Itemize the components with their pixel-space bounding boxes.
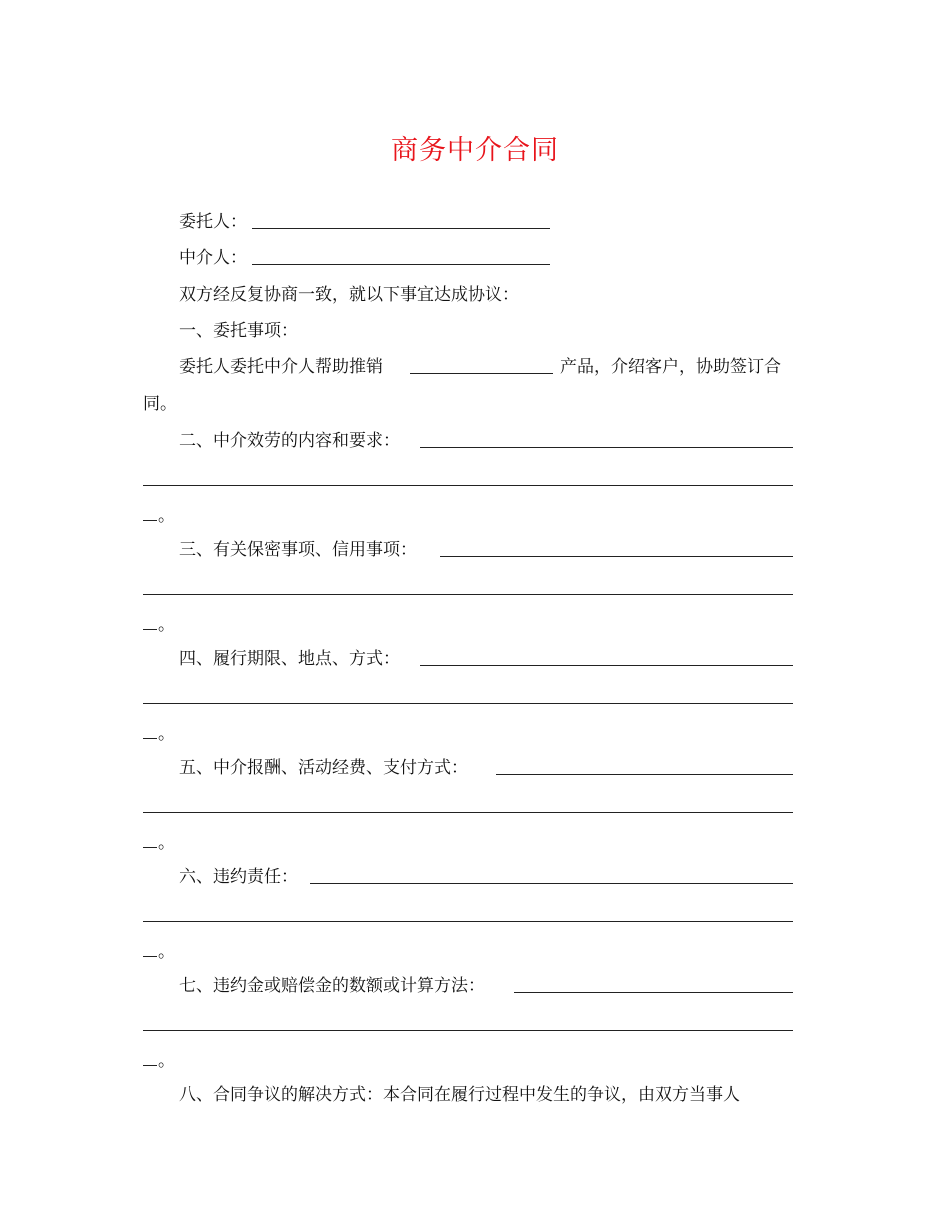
document-title: 商务中介合同 <box>391 135 559 166</box>
tail-period: 。 <box>158 833 175 853</box>
section-1-text-b: 产品，介绍客户，协助签订合 <box>560 357 781 377</box>
section-4-rule <box>143 703 793 704</box>
tail-period: 。 <box>158 724 175 744</box>
section-5-tail <box>143 831 175 855</box>
section-2-heading: 二、中介效劳的内容和要求： <box>179 431 400 451</box>
client-blank <box>252 228 550 229</box>
tail-period: 。 <box>158 942 175 962</box>
product-blank <box>410 373 553 374</box>
section-2-blank <box>420 447 793 448</box>
section-8-text: 八、合同争议的解决方式：本合同在履行过程中发生的争议，由双方当事人 <box>179 1085 740 1105</box>
tail-period: 。 <box>158 506 175 526</box>
section-6-heading: 六、违约责任： <box>179 867 298 887</box>
section-5-heading: 五、中介报酬、活动经费、支付方式： <box>179 758 468 778</box>
tail-period: 。 <box>158 1051 175 1071</box>
tail-period: 。 <box>158 615 175 635</box>
tail-dash <box>143 1051 157 1066</box>
section-3-heading: 三、有关保密事项、信用事项： <box>179 540 417 560</box>
section-4-tail <box>143 722 175 746</box>
tail-dash <box>143 506 157 521</box>
tail-dash <box>143 833 157 848</box>
section-4-blank <box>420 665 793 666</box>
tail-dash <box>143 724 157 739</box>
section-6-tail <box>143 940 175 964</box>
agent-blank <box>252 264 550 265</box>
section-6-rule <box>143 921 793 922</box>
section-3-blank <box>440 556 793 557</box>
section-3-tail <box>143 613 175 637</box>
section-1-text-a: 委托人委托中介人帮助推销 <box>179 357 383 377</box>
section-2-rule <box>143 485 793 486</box>
section-1-heading: 一、委托事项： <box>179 321 298 341</box>
section-4-heading: 四、履行期限、地点、方式： <box>179 649 400 669</box>
section-7-rule <box>143 1030 793 1031</box>
intro-text: 双方经反复协商一致，就以下事宜达成协议： <box>179 285 519 305</box>
section-7-blank <box>514 992 793 993</box>
section-1-text-c: 同。 <box>143 394 177 414</box>
section-6-blank <box>310 883 793 884</box>
section-7-tail <box>143 1049 175 1073</box>
section-7-heading: 七、违约金或赔偿金的数额或计算方法： <box>179 976 485 996</box>
client-label: 委托人： <box>179 212 247 232</box>
section-5-rule <box>143 812 793 813</box>
section-3-rule <box>143 594 793 595</box>
section-5-blank <box>496 774 793 775</box>
tail-dash <box>143 942 157 957</box>
agent-label: 中介人： <box>179 248 247 268</box>
section-2-tail <box>143 504 175 528</box>
tail-dash <box>143 615 157 630</box>
